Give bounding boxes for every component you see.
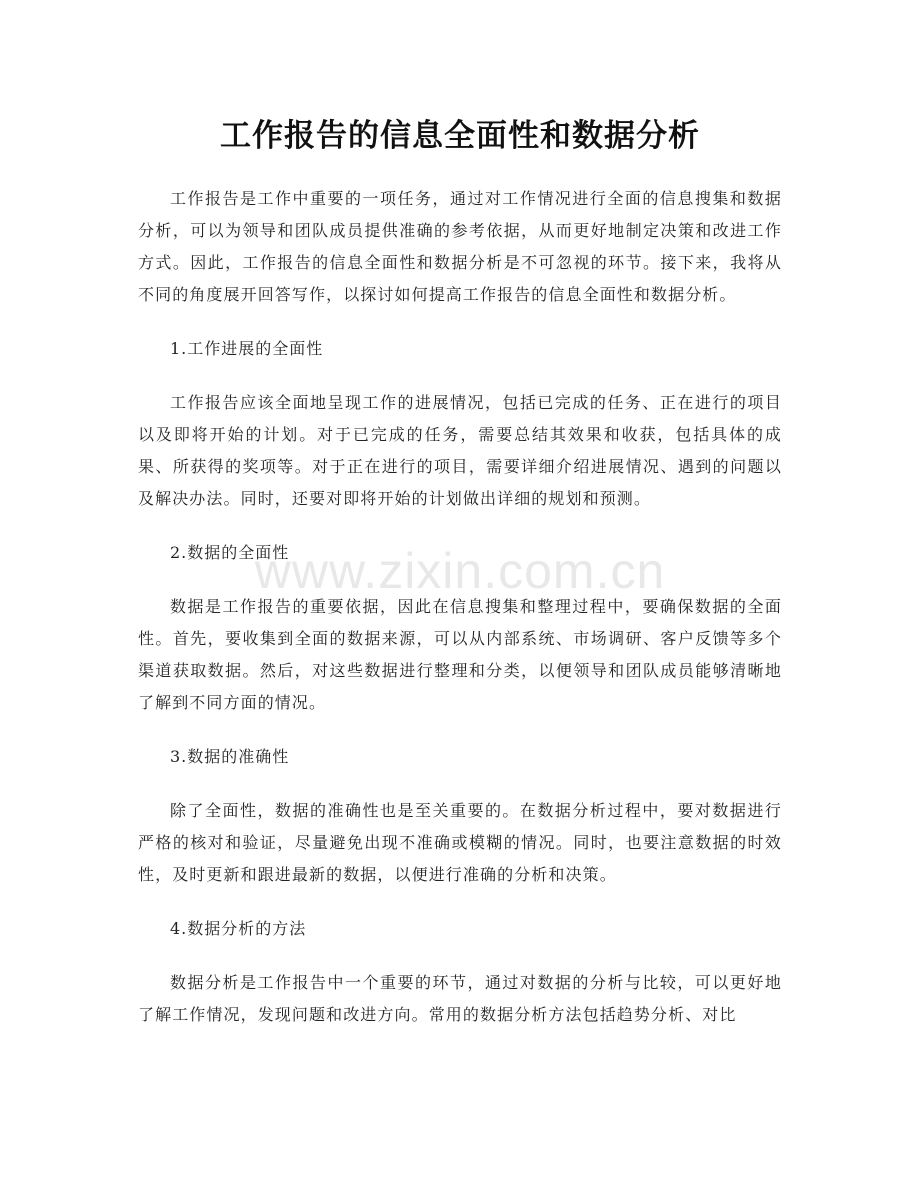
watermark: www.zixin.com.cn [254,543,666,599]
section-heading-4: 4.数据分析的方法 [170,919,307,938]
section-body-3: 除了全面性，数据的准确性也是至关重要的。在数据分析过程中，要对数据进行严格的核对和验证，尽量避免出现不准确或模糊的情况。同时，也要注意数据的时效性，及时更新和跟进最新的数据，以便进行准确的分析和决策。 [138,801,782,884]
section-heading-2: 2.数据的全面性 [170,543,290,562]
section-heading-1: 1.工作进展的全面性 [170,339,324,358]
section-heading-3: 3.数据的准确性 [170,747,290,766]
section-body-1: 工作报告应该全面地呈现工作的进展情况，包括已完成的任务、正在进行的项目以及即将开始的计划。对于已完成的任务，需要总结其效果和收获，包括具体的成果、所获得的奖项等。对于正在进行的项目，需要详细介绍进展情况、遇到的问题以及解决办法。同时，还要对即将开始的计划做出详细的规划和预测。 [138,393,782,508]
intro-paragraph: 工作报告是工作中重要的一项任务，通过对工作情况进行全面的信息搜集和数据分析，可以为领导和团队成员提供准确的参考依据，从而更好地制定决策和改进工作方式。因此，工作报告的信息全面性和数据分析是不可忽视的环节。接下来，我将从不同的角度展开回答写作，以探讨如何提高工作报告的信息全面性和数据分析。 [138,189,782,304]
document-body [138,183,782,1053]
document-title: 工作报告的信息全面性和数据分析 [220,118,700,154]
section-body-2: 数据是工作报告的重要依据，因此在信息搜集和整理过程中，要确保数据的全面性。首先，要收集到全面的数据来源，可以从内部系统、市场调研、客户反馈等多个渠道获取数据。然后，对这些数据进行整理和分类，以便领导和团队成员能够清晰地了解到不同方面的情况。 [138,597,782,712]
section-body-4: 数据分析是工作报告中一个重要的环节，通过对数据的分析与比较，可以更好地了解工作情况，发现问题和改进方向。常用的数据分析方法包括趋势分析、对比 [138,973,782,1024]
